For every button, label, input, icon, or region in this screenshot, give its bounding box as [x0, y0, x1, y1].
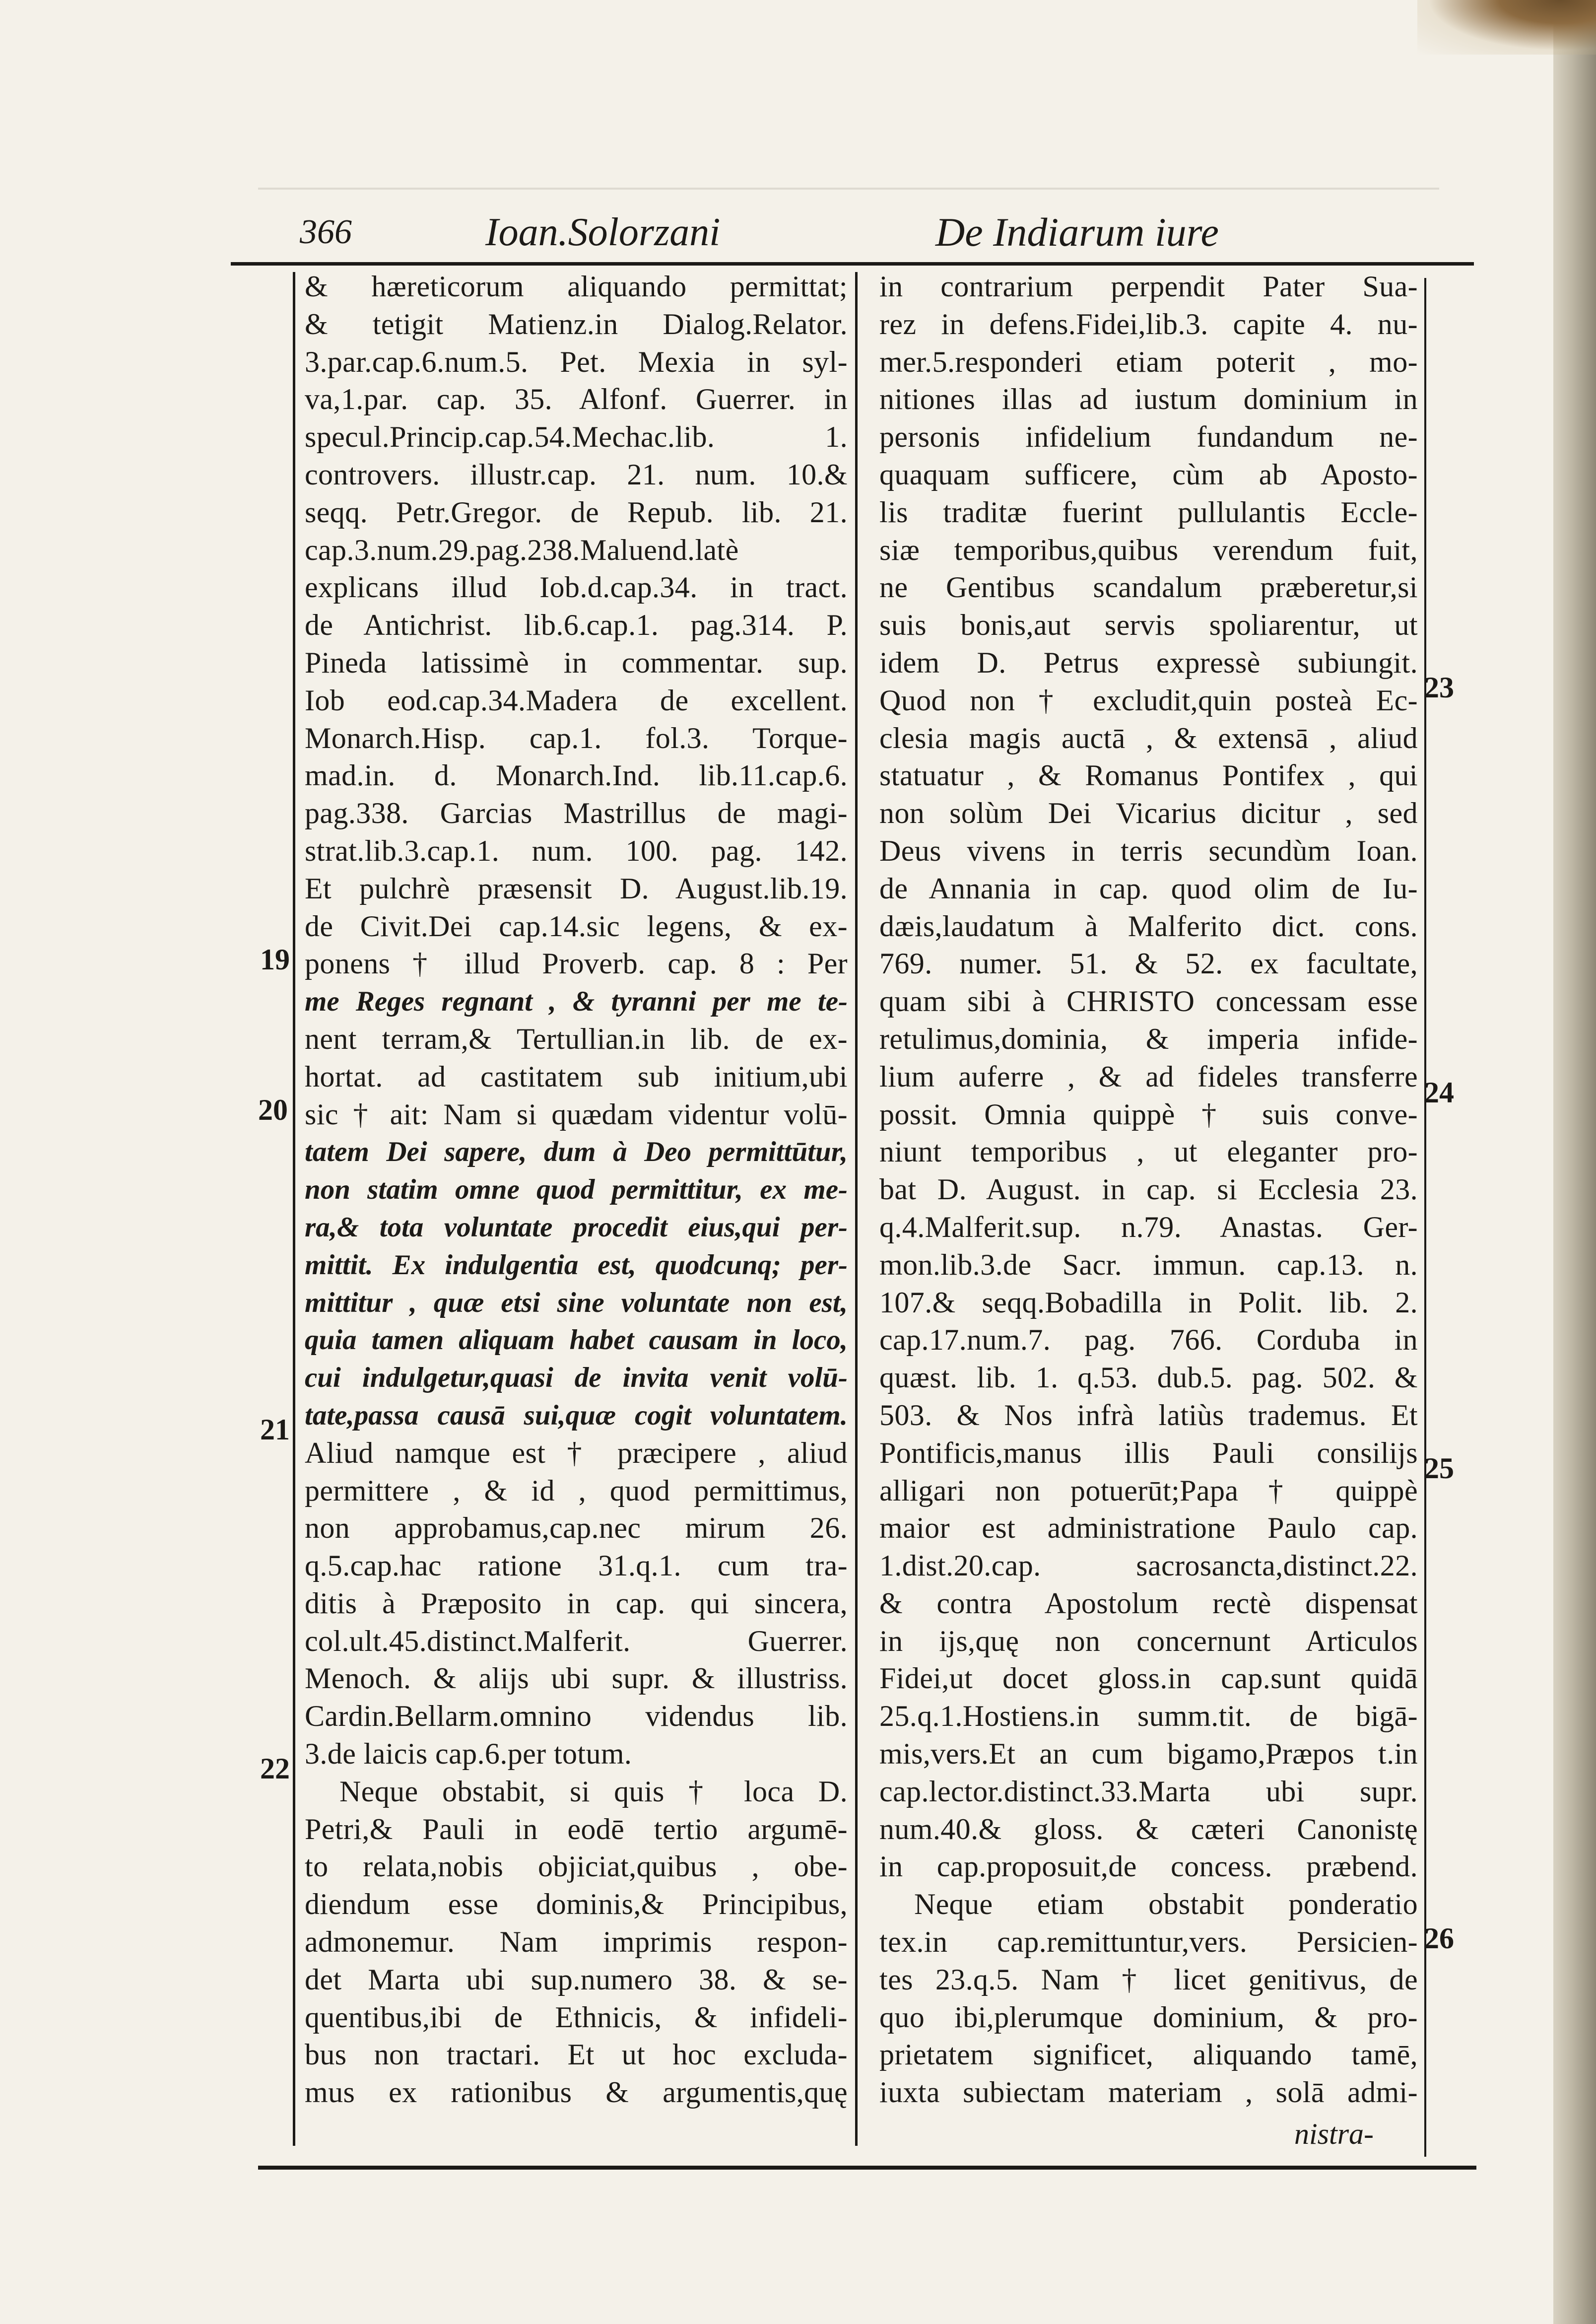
text-line: & contra Apostolum rectè dispensat: [879, 1586, 1418, 1620]
text-line: bat D. August. in cap. si Ecclesia 23.: [879, 1173, 1418, 1206]
text-line: 3.de laicis cap.6.per totum.: [305, 1737, 632, 1771]
text-line: non approbamus,cap.nec mirum 26.: [305, 1511, 848, 1545]
text-line: Pontificis,manus illis Pauli consilijs: [879, 1436, 1418, 1469]
text-line: de Annania in cap. quod olim de Iu-: [879, 872, 1418, 905]
text-line: cui indulgetur,quasi de invita venit volū-: [305, 1362, 848, 1394]
show-through-rule: [258, 188, 1439, 190]
text-line: 25.q.1.Hostiens.in summ.tit. de bigā-: [879, 1700, 1418, 1733]
text-line: dæis,laudatum à Malferito dict. cons.: [879, 909, 1418, 943]
center-column-rule: [855, 272, 858, 2146]
text-line: mad.in. d. Monarch.Ind. lib.11.cap.6.: [305, 759, 848, 792]
text-line: in ijs,quę non concernunt Articulos: [879, 1624, 1418, 1657]
text-line: admonemur. Nam imprimis respon-: [305, 1925, 848, 1959]
text-line: sic † ait: Nam si quædam videntur volū-: [305, 1097, 848, 1131]
text-line: Deus vivens in terris secundùm Ioan.: [879, 834, 1418, 867]
text-line: explicans illud Iob.d.cap.34. in tract.: [305, 571, 848, 604]
text-line: q.4.Malferit.sup. n.79. Anastas. Ger-: [879, 1210, 1418, 1243]
text-line: mon.lib.3.de Sacr. immun. cap.13. n.: [879, 1248, 1418, 1281]
text-line: Petri,& Pauli in eodē tertio argumē-: [305, 1812, 848, 1846]
corner-stain: [1417, 0, 1596, 55]
text-line: quæst. lib. 1. q.53. dub.5. pag. 502. &: [879, 1361, 1418, 1394]
text-line: alligari non potuerūt;Papa † quippè: [879, 1474, 1418, 1507]
text-line: hortat. ad castitatem sub initium,ubi: [305, 1060, 848, 1093]
text-line: niunt temporibus , ut eleganter pro-: [879, 1135, 1418, 1168]
text-line: specul.Princip.cap.54.Mechac.lib. 1.: [305, 420, 848, 454]
margin-number: 19: [260, 943, 290, 976]
text-line: Quod non † excludit,quin posteà Ec-: [879, 684, 1418, 717]
left-text-column: [305, 268, 848, 2112]
text-line: diendum esse dominis,& Principibus,: [305, 1888, 848, 1921]
left-column-rule: [293, 272, 295, 2146]
text-line: de Antichrist. lib.6.cap.1. pag.314. P.: [305, 609, 848, 642]
margin-number: 22: [260, 1752, 290, 1785]
margin-number: 25: [1424, 1452, 1454, 1485]
text-line: Iob eod.cap.34.Madera de excellent.: [305, 684, 848, 717]
text-line: 503. & Nos infrà latiùs trademus. Et: [879, 1398, 1418, 1432]
text-line: quaquam sufficere, cùm ab Aposto-: [879, 458, 1418, 491]
text-line: tatem Dei sapere, dum à Deo permittūtur,: [305, 1136, 848, 1168]
text-line: permittere , & id , quod permittimus,: [305, 1474, 848, 1507]
text-line: quam sibi à CHRISTO concessam esse: [879, 985, 1418, 1018]
text-line: idem D. Petrus expressè subiungit.: [879, 646, 1418, 679]
text-line: tex.in cap.remittuntur,vers. Persicien-: [879, 1925, 1418, 1959]
text-line: siæ temporibus,quibus verendum fuit,: [879, 533, 1418, 566]
text-line: retulimus,dominia, & imperia infide-: [879, 1022, 1418, 1055]
text-line: controvers. illustr.cap. 21. num. 10.&: [305, 458, 848, 491]
text-line: 3.par.cap.6.num.5. Pet. Mexia in syl-: [305, 345, 848, 378]
text-line: suis bonis,aut servis spoliarentur, ut: [879, 609, 1418, 642]
margin-number: 20: [258, 1094, 288, 1126]
text-line: mittitur , quæ etsi sine voluntate non est,: [305, 1287, 848, 1318]
text-line: Et pulchrè præsensit D. August.lib.19.: [305, 872, 848, 905]
text-line: & tetigit Matienz.in Dialog.Relator.: [305, 307, 848, 341]
text-line: pag.338. Garcias Mastrillus de magi-: [305, 797, 848, 830]
text-line: ditis à Præposito in cap. qui sincera,: [305, 1586, 848, 1620]
text-line: possit. Omnia quippè † suis conve-: [879, 1097, 1418, 1131]
text-line: det Marta ubi sup.numero 38. & se-: [305, 1963, 848, 1996]
text-line: ne Gentibus scandalum præberetur,si: [879, 571, 1418, 604]
text-line: non solùm Dei Vicarius dicitur , sed: [879, 797, 1418, 830]
text-line: in contrarium perpendit Pater Sua-: [879, 270, 1418, 303]
text-line: personis infidelium fundandum ne-: [879, 420, 1418, 454]
text-line: tate,passa causā sui,quæ cogit voluntatem.: [305, 1399, 848, 1431]
text-line: to relata,nobis objiciat,quibus , obe-: [305, 1850, 848, 1883]
text-line: cap.3.num.29.pag.238.Maluend.latè: [305, 533, 739, 566]
text-line: 107.& seqq.Bobadilla in Polit. lib. 2.: [879, 1286, 1418, 1319]
margin-number: 24: [1424, 1076, 1454, 1109]
text-line: q.5.cap.hac ratione 31.q.1. cum tra-: [305, 1549, 848, 1582]
text-line: rez in defens.Fidei,lib.3. capite 4. nu-: [879, 307, 1418, 341]
margin-number: 26: [1424, 1922, 1454, 1955]
text-line: Fidei,ut docet gloss.in cap.sunt quidā: [879, 1662, 1418, 1695]
text-line: Neque obstabit, si quis † loca D.: [339, 1775, 848, 1808]
text-line: clesia magis auctā , & extensā , aliud: [879, 721, 1418, 754]
page-number: 366: [300, 213, 352, 251]
text-line: Monarch.Hisp. cap.1. fol.3. Torque-: [305, 721, 848, 754]
text-line: nitiones illas ad iustum dominium in: [879, 383, 1418, 416]
footer-rule: [258, 2166, 1476, 2170]
text-line: Neque etiam obstabit ponderatio: [914, 1888, 1418, 1921]
text-line: num.40.& gloss. & cæteri Canonistę: [879, 1812, 1418, 1846]
text-line: statuatur , & Romanus Pontifex , qui: [879, 759, 1418, 792]
text-line: & hæreticorum aliquando permittat;: [305, 270, 848, 303]
text-line: Pineda latissimè in commentar. sup.: [305, 646, 848, 679]
text-line: Cardin.Bellarm.omnino videndus lib.: [305, 1700, 848, 1733]
text-line: nent terram,& Tertullian.in lib. de ex-: [305, 1022, 848, 1055]
book-spine: [1553, 0, 1596, 2324]
text-line: ponens † illud Proverb. cap. 8 : Per: [305, 947, 848, 980]
text-line: iuxta subiectam materiam , solā admi-: [879, 2076, 1418, 2109]
header-rule: [231, 262, 1474, 266]
text-line: mer.5.responderi etiam poterit , mo-: [879, 345, 1418, 378]
text-line: in cap.proposuit,de concess. præbend.: [879, 1850, 1418, 1883]
text-line: 1.dist.20.cap. sacrosancta,distinct.22.: [879, 1549, 1418, 1582]
text-line: lis traditæ fuerint pullulantis Eccle-: [879, 495, 1418, 529]
right-text-column: [879, 268, 1418, 2112]
text-line: strat.lib.3.cap.1. num. 100. pag. 142.: [305, 834, 848, 867]
text-line: cap.lector.distinct.33.Marta ubi supr.: [879, 1775, 1418, 1808]
margin-number: 23: [1424, 671, 1454, 704]
text-line: Aliud namque est † præcipere , aliud: [305, 1436, 848, 1469]
text-line: mus ex rationibus & argumentis,quę: [305, 2076, 848, 2109]
text-line: quia tamen aliquam habet causam in loco,: [305, 1324, 848, 1356]
text-line: Menoch. & alijs ubi supr. & illustriss.: [305, 1662, 848, 1695]
text-line: bus non tractari. Et ut hoc excluda-: [305, 2038, 848, 2071]
right-column-rule: [1424, 278, 1426, 2157]
text-line: mittit. Ex indulgentia est, quodcunq; per-: [305, 1249, 848, 1281]
text-line: mis,vers.Et an cum bigamo,Præpos t.in: [879, 1737, 1418, 1771]
running-head-title: De Indiarum iure: [935, 209, 1219, 255]
text-line: quo ibi,plerumque dominium, & pro-: [879, 2000, 1418, 2034]
margin-number: 21: [260, 1413, 290, 1446]
text-line: col.ult.45.distinct.Malferit. Guerrer.: [305, 1624, 848, 1657]
text-line: va,1.par. cap. 35. Alfonf. Guerrer. in: [305, 383, 848, 416]
text-line: seqq. Petr.Gregor. de Repub. lib. 21.: [305, 495, 848, 529]
text-line: me Reges regnant , & tyranni per me te-: [305, 986, 848, 1018]
text-line: 769. numer. 51. & 52. ex facultate,: [879, 947, 1418, 980]
text-line: lium auferre , & ad fideles transferre: [879, 1060, 1418, 1093]
running-head-author: Ioan.Solorzani: [485, 210, 721, 254]
text-line: non statim omne quod permittitur, ex me-: [305, 1174, 848, 1206]
text-line: quentibus,ibi de Ethnicis, & infideli-: [305, 2000, 848, 2034]
text-line: tes 23.q.5. Nam † licet genitivus, de: [879, 1963, 1418, 1996]
text-line: prietatem significet, aliquando tamē,: [879, 2038, 1418, 2071]
text-line: cap.17.num.7. pag. 766. Corduba in: [879, 1323, 1418, 1357]
text-line: ra,& tota voluntate procedit eius,qui per-: [305, 1211, 848, 1243]
text-line: de Civit.Dei cap.14.sic legens, & ex-: [305, 909, 848, 943]
text-line: maior est administratione Paulo cap.: [879, 1511, 1418, 1545]
catchword: nistra-: [1294, 2118, 1374, 2150]
